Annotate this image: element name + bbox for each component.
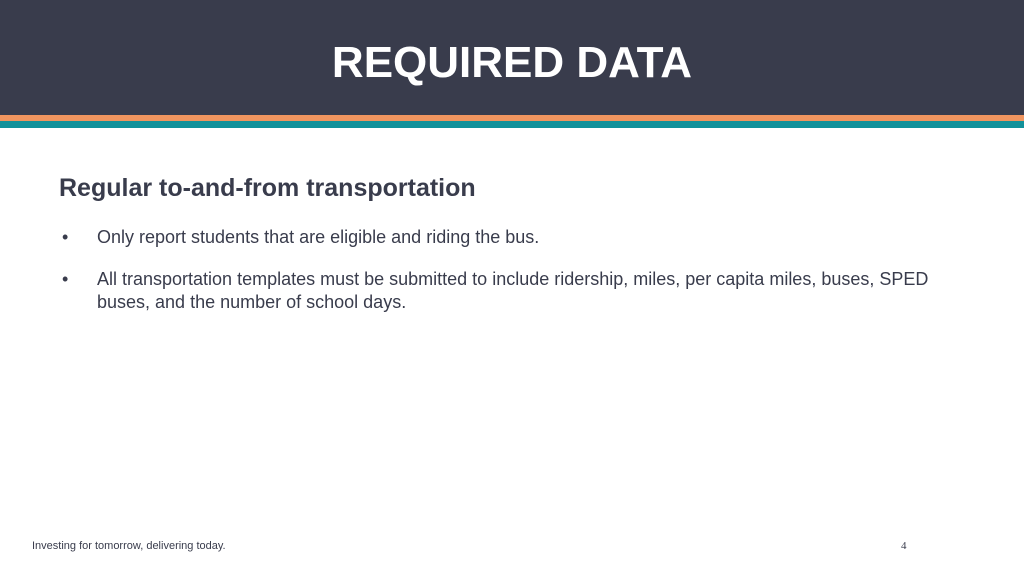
bullet-marker: • (62, 227, 69, 247)
title-bar (0, 0, 1024, 115)
bullet-text: Only report students that are eligible and riding the bus. (97, 227, 540, 247)
page-number: 4 (901, 540, 907, 552)
bullet-list (60, 226, 980, 333)
bullet-item (60, 226, 980, 249)
footer-tagline: Investing for tomorrow, delivering today. (32, 540, 226, 552)
bullet-marker: • (62, 269, 69, 289)
accent-stripe-teal (0, 121, 1024, 128)
bullet-text: All transportation templates must be submitted to include ridership, miles, per capita miles, buses, SPED buses, and the number of school days. (97, 269, 929, 312)
section-heading: Regular to-and-from transportation (59, 174, 476, 202)
slide-title: REQUIRED DATA (331, 38, 693, 87)
bullet-item (60, 268, 980, 314)
